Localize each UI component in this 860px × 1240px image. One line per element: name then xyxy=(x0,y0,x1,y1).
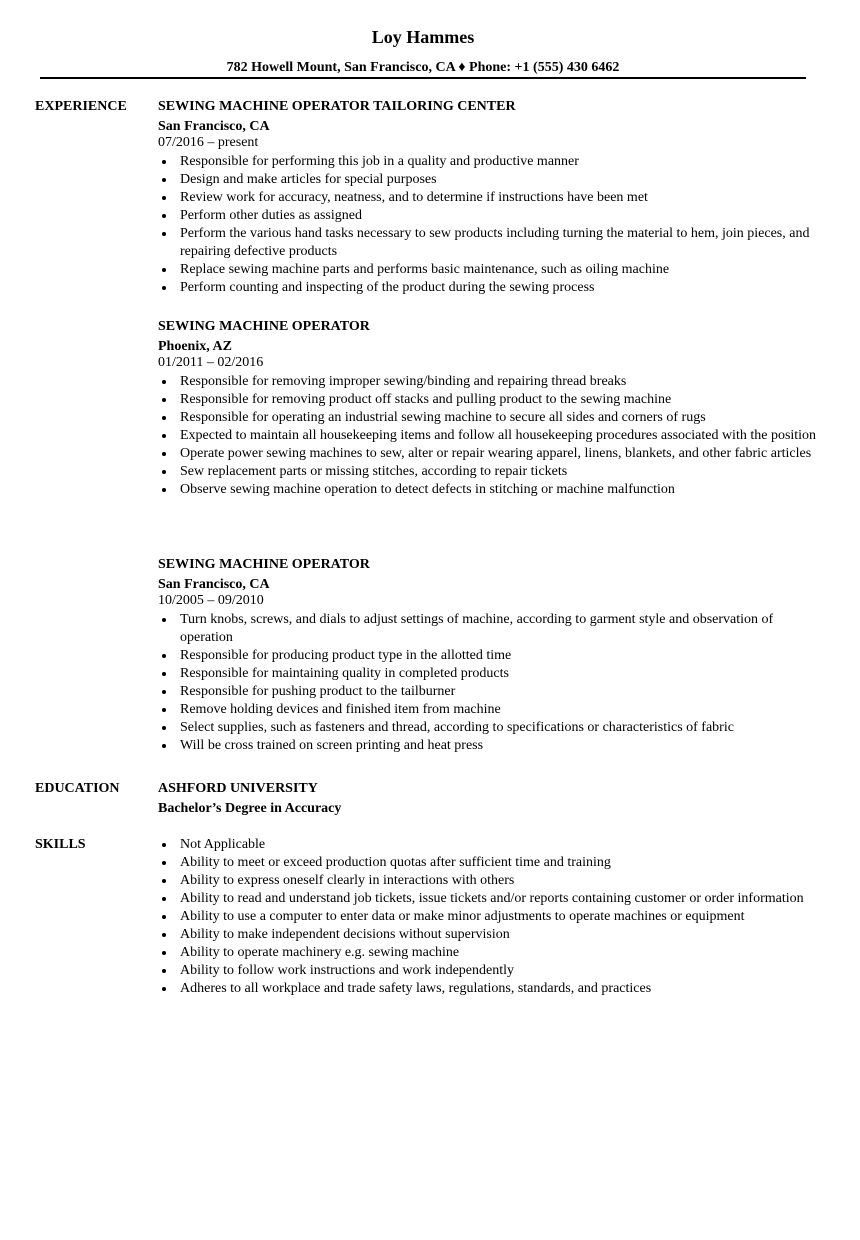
bullet-icon xyxy=(162,897,166,901)
bullet-icon xyxy=(162,286,166,290)
list-item xyxy=(158,409,826,427)
bullet-icon xyxy=(162,398,166,402)
job-location: San Francisco, CA xyxy=(158,577,270,592)
job-duties-list xyxy=(158,153,826,297)
job-title: SEWING MACHINE OPERATOR xyxy=(158,319,370,334)
bullet-icon xyxy=(162,452,166,456)
list-item xyxy=(158,427,826,445)
list-item xyxy=(158,908,826,926)
list-item-text: Responsible for removing improper sewing/binding and repairing thread breaks xyxy=(180,374,627,389)
list-item xyxy=(158,373,826,391)
list-item xyxy=(158,647,826,665)
list-item-text: Perform the various hand tasks necessary to sew products including turning the material to hem, join pieces, and repairing defective products xyxy=(180,226,810,259)
bullet-icon xyxy=(162,232,166,236)
list-item-text: Operate power sewing machines to sew, alter or repair wearing apparel, linens, blankets, and other fabric articles xyxy=(180,446,812,461)
list-item xyxy=(158,153,826,171)
list-item xyxy=(158,872,826,890)
education-entry xyxy=(158,780,826,818)
bullet-icon xyxy=(162,416,166,420)
bullet-icon xyxy=(162,178,166,182)
list-item-text: Responsible for maintaining quality in completed products xyxy=(180,666,509,681)
job-location: Phoenix, AZ xyxy=(158,339,232,354)
list-item-text: Observe sewing machine operation to detect defects in stitching or machine malfunction xyxy=(180,482,675,497)
list-item xyxy=(158,890,826,908)
list-item-text: Expected to maintain all housekeeping items and follow all housekeeping procedures associated with the position xyxy=(180,428,817,443)
job-duties-list xyxy=(158,611,826,755)
skills-section-label: SKILLS xyxy=(35,837,86,852)
bullet-icon xyxy=(162,879,166,883)
experience-section-label: EXPERIENCE xyxy=(35,99,127,114)
bullet-icon xyxy=(162,861,166,865)
bullet-icon xyxy=(162,618,166,622)
list-item xyxy=(158,171,826,189)
list-item xyxy=(158,980,826,998)
list-item-text: Review work for accuracy, neatness, and to determine if instructions have been met xyxy=(180,190,648,205)
list-item xyxy=(158,189,826,207)
education-section-label: EDUCATION xyxy=(35,781,120,796)
bullet-icon xyxy=(162,744,166,748)
list-item xyxy=(158,683,826,701)
bullet-icon xyxy=(162,690,166,694)
bullet-icon xyxy=(162,708,166,712)
bullet-icon xyxy=(162,196,166,200)
bullet-icon xyxy=(162,488,166,492)
bullet-icon xyxy=(162,654,166,658)
list-item-text: Turn knobs, screws, and dials to adjust settings of machine, according to garment style and observation of operation xyxy=(180,612,774,645)
list-item xyxy=(158,719,826,737)
list-item-text: Adheres to all workplace and trade safety laws, regulations, standards, and practices xyxy=(180,981,652,996)
degree-name: Bachelor’s Degree in Accuracy xyxy=(158,801,342,816)
list-item-text: Ability to make independent decisions without supervision xyxy=(180,927,510,942)
list-item-text: Ability to follow work instructions and work independently xyxy=(180,963,515,978)
job-entry xyxy=(158,556,826,755)
list-item-text: Perform counting and inspecting of the product during the sewing process xyxy=(180,280,595,295)
list-item-text: Ability to operate machinery e.g. sewing machine xyxy=(180,945,460,960)
bullet-icon xyxy=(162,672,166,676)
list-item xyxy=(158,926,826,944)
list-item-text: Perform other duties as assigned xyxy=(180,208,362,223)
list-item-text: Ability to meet or exceed production quotas after sufficient time and training xyxy=(180,855,611,870)
skills-entry xyxy=(158,836,826,998)
list-item xyxy=(158,737,826,755)
list-item xyxy=(158,962,826,980)
list-item-text: Responsible for operating an industrial sewing machine to secure all sides and corners of rugs xyxy=(180,410,706,425)
bullet-icon xyxy=(162,214,166,218)
bullet-icon xyxy=(162,915,166,919)
list-item xyxy=(158,854,826,872)
list-item-text: Sew replacement parts or missing stitches, according to repair tickets xyxy=(180,464,568,479)
list-item xyxy=(158,463,826,481)
list-item xyxy=(158,836,826,854)
bullet-icon xyxy=(162,268,166,272)
job-title: SEWING MACHINE OPERATOR xyxy=(158,557,370,572)
list-item-text: Ability to read and understand job tickets, issue tickets and/or reports containing customer or order information xyxy=(180,891,804,906)
bullet-icon xyxy=(162,951,166,955)
job-entry xyxy=(158,318,826,499)
job-duties-list xyxy=(158,373,826,499)
header-divider xyxy=(40,77,806,79)
list-item-text: Ability to express oneself clearly in interactions with others xyxy=(180,873,515,888)
list-item-text: Responsible for producing product type in the allotted time xyxy=(180,648,512,663)
bullet-icon xyxy=(162,933,166,937)
list-item xyxy=(158,207,826,225)
list-item-text: Will be cross trained on screen printing and heat press xyxy=(180,738,484,753)
school-name: ASHFORD UNIVERSITY xyxy=(158,781,318,796)
job-entry xyxy=(158,98,826,297)
list-item-text: Design and make articles for special purposes xyxy=(180,172,437,187)
list-item-text: Ability to use a computer to enter data or make minor adjustments to operate machines or equipment xyxy=(180,909,745,924)
candidate-name: Loy Hammes xyxy=(371,27,475,47)
bullet-icon xyxy=(162,726,166,730)
bullet-icon xyxy=(162,434,166,438)
list-item-text: Replace sewing machine parts and performs basic maintenance, such as oiling machine xyxy=(180,262,670,277)
job-title: SEWING MACHINE OPERATOR TAILORING CENTER xyxy=(158,99,516,114)
list-item xyxy=(158,261,826,279)
list-item-text: Remove holding devices and finished item from machine xyxy=(180,702,501,717)
list-item xyxy=(158,944,826,962)
list-item xyxy=(158,445,826,463)
list-item xyxy=(158,611,826,647)
list-item-text: Responsible for removing product off stacks and pulling product to the sewing machine xyxy=(180,392,672,407)
bullet-icon xyxy=(162,987,166,991)
contact-line: 782 Howell Mount, San Francisco, CA ♦ Phone: +1 (555) 430 6462 xyxy=(226,60,620,75)
bullet-icon xyxy=(162,843,166,847)
bullet-icon xyxy=(162,160,166,164)
list-item xyxy=(158,665,826,683)
skills-list xyxy=(158,836,826,998)
job-dates: 10/2005 – 09/2010 xyxy=(158,593,264,608)
job-location: San Francisco, CA xyxy=(158,119,270,134)
bullet-icon xyxy=(162,380,166,384)
list-item xyxy=(158,391,826,409)
list-item xyxy=(158,701,826,719)
list-item-text: Responsible for performing this job in a quality and productive manner xyxy=(180,154,579,169)
job-dates: 07/2016 – present xyxy=(158,135,259,150)
bullet-icon xyxy=(162,470,166,474)
list-item-text: Not Applicable xyxy=(180,837,266,852)
list-item xyxy=(158,279,826,297)
list-item-text: Responsible for pushing product to the tailburner xyxy=(180,684,456,699)
bullet-icon xyxy=(162,969,166,973)
job-dates: 01/2011 – 02/2016 xyxy=(158,355,264,370)
list-item xyxy=(158,225,826,261)
list-item xyxy=(158,481,826,499)
list-item-text: Select supplies, such as fasteners and thread, according to specifications or characteristics of fabric xyxy=(180,720,734,735)
